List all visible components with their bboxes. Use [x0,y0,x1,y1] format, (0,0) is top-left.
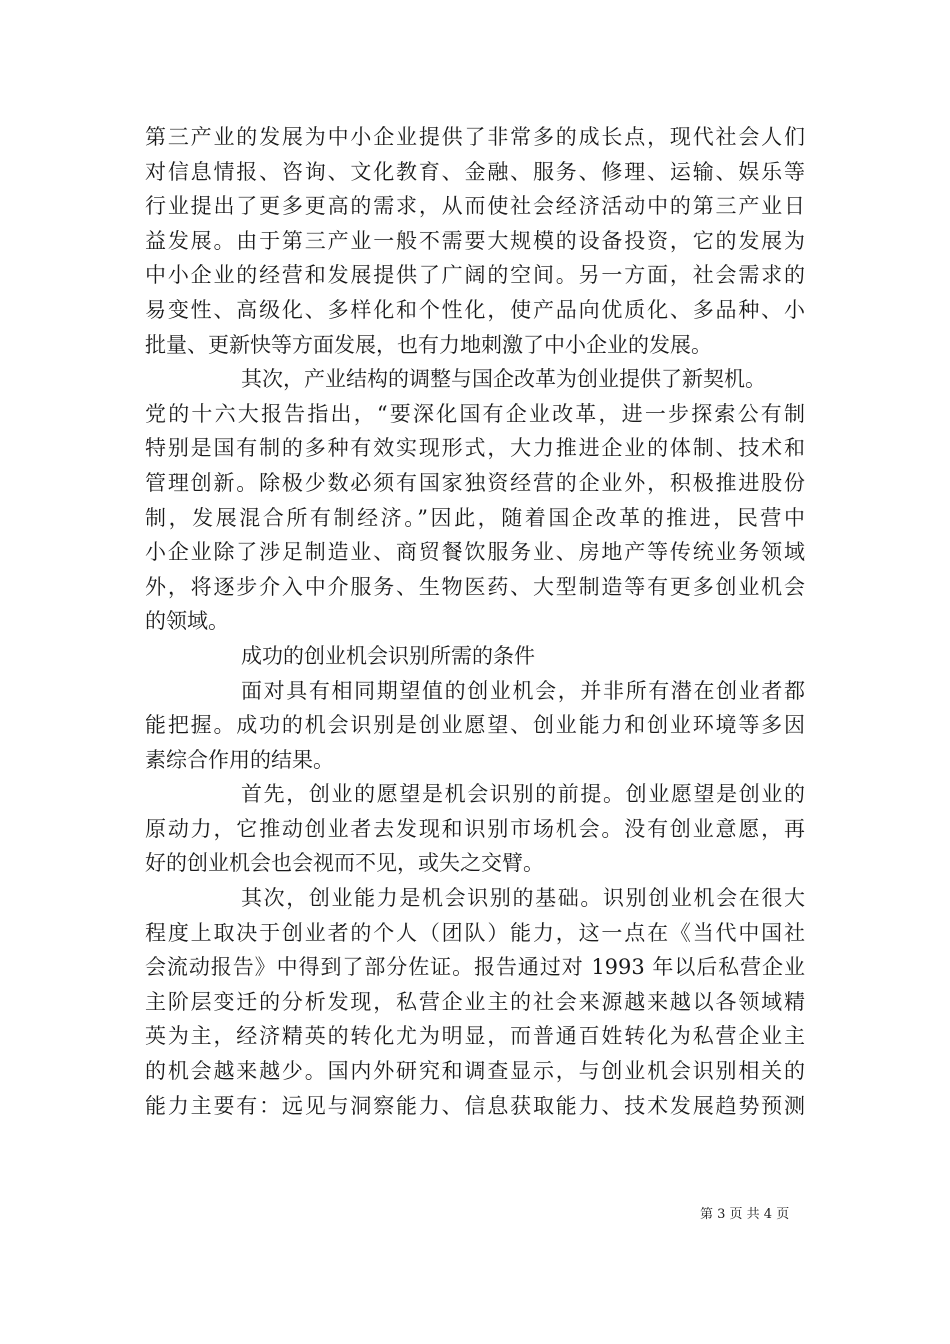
text-line: 对信息情报、咨询、文化教育、金融、服务、修理、运输、娱乐等 [145,159,805,184]
text-line: 英为主，经济精英的转化尤为明显，而普通百姓转化为私营企业主 [145,1024,805,1049]
text-line: 的领域。 [145,609,229,634]
text-line: 党的十六大报告指出，“要深化国有企业改革，进一步探索公有制 [145,401,805,426]
text-line: 行业提出了更多更高的需求，从而使社会经济活动中的第三产业日 [145,194,805,219]
text-line: 管理创新。除极少数必须有国家独资经营的企业外，积极推进股份 [145,470,805,495]
text-line: 制，发展混合所有制经济。”因此，随着国企改革的推进，民营中 [145,505,805,530]
text-line: 易变性、高级化、多样化和个性化，使产品向优质化、多品种、小 [145,297,805,322]
text-line: 批量、更新快等方面发展，也有力地刺激了中小企业的发展。 [145,332,712,357]
text-line: 主阶层变迁的分析发现，私营企业主的社会来源越来越以各领域精 [145,989,805,1014]
text-line: 原动力，它推动创业者去发现和识别市场机会。没有创业意愿，再 [145,816,805,841]
text-line: 素综合作用的结果。 [145,747,334,772]
text-line: 的机会越来越少。国内外研究和调查显示，与创业机会识别相关的 [145,1059,805,1084]
page-number-footer: 第 3 页 共 4 页 [700,1207,790,1222]
section-heading: 成功的创业机会识别所需的条件 [241,643,535,668]
text-line: 能把握。成功的机会识别是创业愿望、创业能力和创业环境等多因 [145,713,805,738]
text-line: 益发展。由于第三产业一般不需要大规模的设备投资，它的发展为 [145,228,805,253]
paragraph-first-line: 其次，创业能力是机会识别的基础。识别创业机会在很大 [241,886,805,911]
text-line: 中小企业的经营和发展提供了广阔的空间。另一方面，社会需求的 [145,263,805,288]
text-line: 程度上取决于创业者的个人（团队）能力，这一点在《当代中国社 [145,920,805,945]
document-body [145,120,805,1123]
text-line: 特别是国有制的多种有效实现形式，大力推进企业的体制、技术和 [145,436,805,461]
text-line: 第三产业的发展为中小企业提供了非常多的成长点，现代社会人们 [145,125,805,149]
text-line: 会流动报告》中得到了部分佐证。报告通过对 1993 年以后私营企业 [145,955,805,980]
text-line: 好的创业机会也会视而不见，或失之交臂。 [145,851,544,876]
text-line: 能力主要有：远见与洞察能力、信息获取能力、技术发展趋势预测 [145,1093,805,1118]
paragraph-first-line: 面对具有相同期望值的创业机会，并非所有潜在创业者都 [241,678,805,703]
paragraph-first-line: 首先，创业的愿望是机会识别的前提。创业愿望是创业的 [241,782,805,807]
paragraph-first-line: 其次，产业结构的调整与国企改革为创业提供了新契机。 [241,367,766,392]
text-line: 小企业除了涉足制造业、商贸餐饮服务业、房地产等传统业务领域 [145,540,805,565]
text-line: 外，将逐步介入中介服务、生物医药、大型制造等有更多创业机会 [145,574,805,599]
